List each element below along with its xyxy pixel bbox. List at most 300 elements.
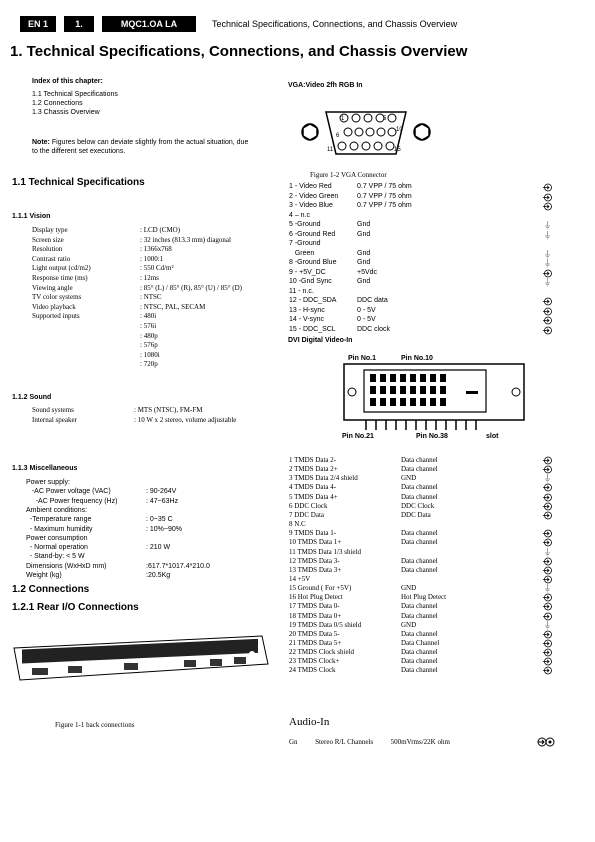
pin-row xyxy=(289,630,438,638)
pin-row xyxy=(289,326,390,333)
dvi-pin xyxy=(400,374,406,382)
vga-pin xyxy=(366,128,374,136)
index-item: 1.1 Technical Specifications xyxy=(32,91,118,98)
pin-name: 5 -Ground xyxy=(289,221,321,228)
pin-row xyxy=(289,221,370,228)
audio-level: 500mVrms/22K ohm xyxy=(390,738,450,746)
spec-value: : MTS (NTSC), FM-FM xyxy=(134,406,203,414)
pin-row xyxy=(289,621,416,629)
spec-row xyxy=(26,526,182,533)
svg-text:11: 11 xyxy=(327,147,334,153)
spec-value: : 550 Cd/m² xyxy=(140,264,174,273)
pin-signal: Data channel xyxy=(401,492,438,501)
dvi-pin xyxy=(400,398,406,406)
pin-name: 21 TMDS Data 5+ xyxy=(289,639,342,647)
figure-1-caption: Figure 1-1 back connections xyxy=(55,721,135,729)
pin-signal: DDC clock xyxy=(357,325,391,333)
spec-row xyxy=(32,322,156,330)
spec-key: Dimensions (WxHxD mm) xyxy=(26,562,107,570)
spec-value: :617.7*1017.4*210.0 xyxy=(146,562,210,570)
input-arrow-icon xyxy=(543,612,552,621)
input-arrow-icon xyxy=(543,326,552,335)
dvi-label-pin1: Pin No.1 xyxy=(348,355,377,362)
dvi-pin xyxy=(380,386,386,394)
spec-row xyxy=(32,360,158,368)
spec-value: : 1366x768 xyxy=(140,245,172,254)
pin-signal: Gnd xyxy=(357,278,371,285)
pin-row xyxy=(289,259,370,266)
pin-name: 12 TMDS Data 3- xyxy=(289,556,340,565)
pin-row xyxy=(289,193,412,200)
pin-signal: 0 - 5V xyxy=(357,306,376,314)
note-text: Figures below can deviate slightly from the actual situation, due to the different set executions. xyxy=(32,139,249,155)
pin-name: Green xyxy=(289,249,315,257)
pin-signal: 0.7 VPP / 75 ohm xyxy=(357,202,412,209)
pin-row xyxy=(289,511,431,519)
pin-signal: DDC Clock xyxy=(401,501,435,510)
spec-value: : 480i xyxy=(140,312,157,321)
dvi-label-pin21: Pin No.21 xyxy=(342,433,374,440)
pin-name: 22 TMDS Clock shield xyxy=(289,648,355,657)
spec-value: : NTSC, PAL, SECAM xyxy=(140,302,206,311)
svg-text:15: 15 xyxy=(394,147,401,153)
pin-name: 14 +5V xyxy=(289,574,311,583)
spec-row xyxy=(26,516,173,523)
pin-name: 17 TMDS Data 0- xyxy=(289,602,340,611)
dvi-pin xyxy=(370,386,376,394)
input-arrow-icon xyxy=(543,657,552,666)
vga-pin xyxy=(388,114,396,122)
dvi-pin xyxy=(420,398,426,406)
input-arrow-icon xyxy=(543,529,552,538)
pin-row xyxy=(289,231,370,238)
spec-row xyxy=(26,507,146,514)
input-arrow-icon xyxy=(543,465,552,474)
figure-2-caption: Figure 1-2 VGA Connector xyxy=(310,171,387,179)
page-title: 1. Technical Specifications, Connections, and Chassis Overview xyxy=(10,43,468,60)
pin-signal: 0.7 VPP / 75 ohm xyxy=(357,183,412,190)
spec-key: Contrast ratio xyxy=(32,254,71,263)
pin-signal: DDC data xyxy=(357,297,388,304)
pin-row xyxy=(289,297,388,304)
spec-value: : 12ms xyxy=(140,274,159,282)
spec-key: Response time (ms) xyxy=(32,274,88,282)
input-arrow-icon xyxy=(543,639,552,648)
spec-key: Sound systems xyxy=(32,406,74,414)
spec-row xyxy=(26,544,170,551)
dvi-pin xyxy=(420,386,426,394)
audio-row xyxy=(289,738,450,746)
svg-text:10: 10 xyxy=(396,127,403,133)
dvi-label-pin38: Pin No.38 xyxy=(416,433,448,440)
pin-signal: Data channel xyxy=(401,648,438,657)
pin-name: 3 - Video Blue xyxy=(289,202,333,209)
spec-key: -AC Power frequency (Hz) xyxy=(26,497,118,505)
spec-key: -AC Power voltage (VAC) xyxy=(26,488,111,496)
pin-name: 15 - DDC_SCL xyxy=(289,325,336,333)
pin-signal: Data channel xyxy=(401,538,438,547)
input-arrow-icon xyxy=(543,316,552,325)
pin-name: 11 - n.c. xyxy=(289,287,314,295)
spec-row xyxy=(26,488,176,495)
pin-row xyxy=(289,307,376,314)
vga-pin xyxy=(374,142,382,150)
input-arrow-icon xyxy=(543,493,552,502)
dvi-pin xyxy=(430,386,436,394)
vga-pin xyxy=(352,114,360,122)
vga-pin xyxy=(364,114,372,122)
vision-title: 1.1.1 Vision xyxy=(12,213,51,220)
pin-row xyxy=(289,493,438,501)
spec-value: : 576i xyxy=(140,322,157,330)
spec-value: : LCD (CMO) xyxy=(140,226,181,234)
pin-row xyxy=(289,456,438,464)
port xyxy=(68,666,82,673)
sound-title: 1.1.2 Sound xyxy=(12,394,52,401)
spec-key: Weight (kg) xyxy=(26,572,62,579)
input-arrow-icon xyxy=(543,502,552,511)
pin-name: 13 - H-sync xyxy=(289,306,325,314)
input-arrow-icon xyxy=(543,602,552,611)
spec-row xyxy=(32,226,180,234)
pin-row xyxy=(289,474,416,482)
spec-row xyxy=(32,255,163,263)
input-arrow-icon xyxy=(543,511,552,520)
dvi-connector-diagram xyxy=(336,350,536,444)
input-arrow-icon xyxy=(543,269,552,278)
pin-name: 5 TMDS Data 4+ xyxy=(289,492,338,501)
pin-signal: Data channel xyxy=(401,611,438,620)
spec-row xyxy=(26,535,146,542)
spec-row xyxy=(26,563,210,570)
spec-row xyxy=(32,416,236,424)
pin-name: 8 N.C xyxy=(289,520,306,529)
spec-row xyxy=(26,572,170,579)
pin-signal: 0 - 5V xyxy=(357,316,376,323)
pin-signal: 0.7 VPP / 75 ohm xyxy=(357,192,412,200)
pin-row xyxy=(289,240,357,247)
pin-name: 15 Ground ( For +5V) xyxy=(289,584,352,593)
ground-icon xyxy=(543,548,552,557)
pin-row xyxy=(289,566,438,574)
spec-value: : 10 W x 2 stereo, volume adjustable xyxy=(134,416,237,424)
spec-value: : 720p xyxy=(140,360,158,369)
spec-row xyxy=(32,236,231,244)
spec-row xyxy=(26,479,146,486)
spec-key: Power consumption xyxy=(26,534,88,542)
pin-signal: Data channel xyxy=(401,456,438,464)
spec-key: Display type xyxy=(32,226,68,234)
pin-row xyxy=(289,316,376,323)
spec-row xyxy=(32,406,202,414)
ground-icon xyxy=(543,250,552,259)
pin-name: 2 TMDS Data 2+ xyxy=(289,465,338,474)
spec-value: : 1000:1 xyxy=(140,254,164,263)
spec-key: Power supply: xyxy=(26,479,70,486)
spec-key: - Maximum humidity xyxy=(26,525,93,533)
spec-value: : 85° (L) / 85° (R), 85° (U) / 85° (D) xyxy=(140,283,242,292)
chapter-code: EN 1 xyxy=(20,16,56,32)
spec-row xyxy=(32,332,158,340)
dvi-pin xyxy=(410,398,416,406)
input-arrow-icon xyxy=(543,538,552,547)
pin-signal: Data channel xyxy=(401,565,438,574)
dvi-pin xyxy=(440,374,446,382)
spec-value: : 90-264V xyxy=(146,488,177,496)
dvi-pin xyxy=(410,374,416,382)
dvi-pin xyxy=(400,386,406,394)
pin-row xyxy=(289,584,416,592)
vga-pin xyxy=(350,142,358,150)
ground-icon xyxy=(543,278,552,287)
audio-pin: Gn xyxy=(289,738,298,746)
pin-row xyxy=(289,602,438,610)
spec-value: : 32 inches (813.3 mm) diagonal xyxy=(140,235,231,244)
pin-row xyxy=(289,520,401,528)
spec-key: TV color systems xyxy=(32,293,82,302)
pin-name: 13 TMDS Data 3+ xyxy=(289,565,342,574)
spec-row xyxy=(32,264,174,272)
pin-signal: DDC Data xyxy=(401,510,431,519)
spec-value: : 10%~90% xyxy=(146,525,182,533)
dvi-pin xyxy=(380,398,386,406)
spec-key: - Normal operation xyxy=(26,544,88,552)
dvi-pin xyxy=(370,374,376,382)
input-arrow-icon xyxy=(543,666,552,675)
spec-value: : 1080i xyxy=(140,350,160,359)
input-arrow-icon xyxy=(543,202,552,211)
pin-name: 1 TMDS Data 2- xyxy=(289,456,337,464)
dvi-pin xyxy=(390,374,396,382)
pin-signal: Data channel xyxy=(401,483,438,492)
rear-io-title: 1.2.1 Rear I/O Connections xyxy=(12,602,139,613)
pin-name: 16 Hot Plug Detect xyxy=(289,593,343,602)
misc-title: 1.1.3 Miscellaneous xyxy=(12,465,78,472)
input-arrow-icon xyxy=(543,648,552,657)
pin-row xyxy=(289,288,357,295)
input-arrow-icon xyxy=(543,297,552,306)
pin-row xyxy=(289,666,438,674)
audio-jack-icon xyxy=(536,737,556,747)
spec-value: : 480p xyxy=(140,331,158,340)
input-arrow-icon xyxy=(543,557,552,566)
vga-pin xyxy=(386,142,394,150)
vga-pin xyxy=(355,128,363,136)
pin-row xyxy=(289,593,446,601)
spec-key: Video playback xyxy=(32,302,76,311)
input-arrow-icon xyxy=(543,456,552,465)
input-arrow-icon xyxy=(543,566,552,575)
svg-text:1: 1 xyxy=(341,116,345,122)
port xyxy=(249,651,255,657)
spec-key: Light output (cd/m2) xyxy=(32,264,91,273)
spec-row xyxy=(32,293,162,301)
pin-name: 9 - +5V_DC xyxy=(289,268,326,276)
dvi-pin xyxy=(420,374,426,382)
index-note xyxy=(32,138,252,156)
port xyxy=(234,657,246,664)
spec-row xyxy=(32,245,172,253)
pin-signal: Gnd xyxy=(357,230,371,238)
vga-pin xyxy=(377,128,385,136)
spec-value: :20.5Kg xyxy=(146,572,171,579)
input-arrow-icon xyxy=(543,193,552,202)
port xyxy=(184,660,196,667)
svg-text:5: 5 xyxy=(383,116,387,122)
pin-row xyxy=(289,202,412,209)
chapter-number: 1. xyxy=(64,16,94,32)
pin-signal: Data channel xyxy=(401,666,438,675)
port xyxy=(210,659,222,666)
ground-icon xyxy=(543,584,552,593)
pin-signal: +5Vdc xyxy=(357,268,378,276)
spec-row xyxy=(32,303,205,311)
pin-row xyxy=(289,648,438,656)
pin-signal: Gnd xyxy=(357,259,371,266)
pin-name: 7 DDC Data xyxy=(289,510,324,519)
dvi-title: DVI Digital Video-In xyxy=(288,337,353,344)
pin-signal: GND xyxy=(401,620,417,629)
pin-name: 20 TMDS Data 5- xyxy=(289,629,340,638)
dvi-pin xyxy=(390,398,396,406)
section-title: 1.1 Technical Specifications xyxy=(12,177,145,188)
dvi-label-slot: slot xyxy=(486,433,499,440)
spec-row xyxy=(32,274,159,282)
spec-row xyxy=(32,312,156,320)
index-item: 1.3 Chassis Overview xyxy=(32,109,100,116)
pin-name: 23 TMDS Clock+ xyxy=(289,657,340,666)
audio-desc: Stereo R/L Channels xyxy=(315,738,374,746)
ground-icon xyxy=(543,231,552,240)
vga-title: VGA:Video 2fh RGB In xyxy=(288,82,363,89)
spec-key: Resolution xyxy=(32,245,63,254)
pin-row xyxy=(289,538,438,546)
header-title: Technical Specifications, Connections, and Chassis Overview xyxy=(212,19,458,29)
dvi-pin xyxy=(430,398,436,406)
spec-key: Internal speaker xyxy=(32,416,77,424)
pin-signal: Data channel xyxy=(401,529,438,538)
spec-key: Screen size xyxy=(32,235,64,244)
pin-signal: Hot Plug Detect xyxy=(401,593,447,602)
spec-key: -Temperature range xyxy=(26,516,92,524)
input-arrow-icon xyxy=(543,183,552,192)
ground-icon xyxy=(543,259,552,268)
vga-pin xyxy=(388,128,396,136)
dvi-pin xyxy=(390,386,396,394)
vga-pin xyxy=(344,128,352,136)
spec-row xyxy=(26,498,178,505)
spec-value: : NTSC xyxy=(140,293,162,302)
dvi-pin xyxy=(440,386,446,394)
pin-row xyxy=(289,502,434,510)
pin-row xyxy=(289,269,377,276)
dvi-pin xyxy=(380,374,386,382)
dvi-pin xyxy=(440,398,446,406)
spec-value: : 576p xyxy=(140,341,158,350)
input-arrow-icon xyxy=(543,483,552,492)
spec-row xyxy=(26,553,146,560)
dvi-pin xyxy=(410,386,416,394)
vga-connector-diagram xyxy=(296,104,436,160)
pin-name: 2 - Video Green xyxy=(289,192,339,200)
pin-row xyxy=(289,612,438,620)
dvi-pin xyxy=(430,374,436,382)
pin-signal: Data channel xyxy=(401,556,438,565)
ground-icon xyxy=(543,474,552,483)
pin-name: 9 TMDS Data 1- xyxy=(289,529,337,538)
pin-signal: GND xyxy=(401,474,417,483)
pin-name: 4 TMDS Data 4- xyxy=(289,483,337,492)
audio-title: Audio-In xyxy=(289,716,330,728)
spec-key: Supported inputs xyxy=(32,312,80,321)
pin-signal: Data channel xyxy=(401,629,438,638)
index-title: Index of this chapter: xyxy=(32,78,103,85)
pin-name: 14 - V-sync xyxy=(289,316,325,323)
svg-text:6: 6 xyxy=(336,133,340,139)
pin-name: 18 TMDS Data 0+ xyxy=(289,611,342,620)
index-list xyxy=(32,90,118,117)
pin-signal: Data channel xyxy=(401,465,438,474)
vga-pin xyxy=(338,142,346,150)
spec-row xyxy=(32,351,160,359)
spec-value: : 210 W xyxy=(146,544,171,552)
pin-name: 6 DDC Clock xyxy=(289,501,328,510)
pin-row xyxy=(289,250,370,257)
spec-key: Viewing angle xyxy=(32,283,73,292)
pin-row xyxy=(289,548,401,556)
pin-row xyxy=(289,212,357,219)
pin-signal: GND xyxy=(401,584,417,593)
ground-icon xyxy=(543,621,552,630)
pin-signal: Data Channel xyxy=(401,639,440,647)
index-item: 1.2 Connections xyxy=(32,100,83,107)
connections-title: 1.2 Connections xyxy=(12,584,90,595)
pin-signal: Data channel xyxy=(401,602,438,611)
dvi-pin xyxy=(370,398,376,406)
input-arrow-icon xyxy=(543,593,552,602)
pin-row xyxy=(289,483,438,491)
input-arrow-icon xyxy=(543,307,552,316)
pin-row xyxy=(289,183,412,190)
pin-name: 10 -Gnd Sync xyxy=(289,278,332,285)
spec-value: : 0~35 C xyxy=(146,516,173,524)
pin-name: 10 TMDS Data 1+ xyxy=(289,538,342,547)
spec-key: Ambient conditions: xyxy=(26,506,88,514)
pin-name: 19 TMDS Data 0/5 shield xyxy=(289,620,362,629)
note-label: Note: xyxy=(32,139,50,146)
spec-value: : 47~63Hz xyxy=(146,497,179,505)
pin-row xyxy=(289,657,438,665)
spec-row xyxy=(32,341,158,349)
pin-row xyxy=(289,639,439,647)
rear-io-diagram xyxy=(12,630,270,692)
port xyxy=(124,663,138,670)
spec-key: - Stand-by: < 5 W xyxy=(26,553,85,561)
pin-signal: Gnd xyxy=(357,249,371,257)
spec-row xyxy=(32,284,242,292)
pin-name: 1 - Video Red xyxy=(289,183,332,190)
pin-row xyxy=(289,278,370,285)
ground-icon xyxy=(543,221,552,230)
pin-name: 11 TMDS Data 1/3 shield xyxy=(289,547,361,556)
pin-name: 8 -Ground Blue xyxy=(289,259,337,266)
pin-row xyxy=(289,465,438,473)
pin-signal: Gnd xyxy=(357,221,371,228)
pin-name: 7 -Ground xyxy=(289,240,321,247)
pin-name: 3 TMDS Data 2/4 shield xyxy=(289,474,358,483)
port xyxy=(32,668,48,675)
vga-pin xyxy=(362,142,370,150)
